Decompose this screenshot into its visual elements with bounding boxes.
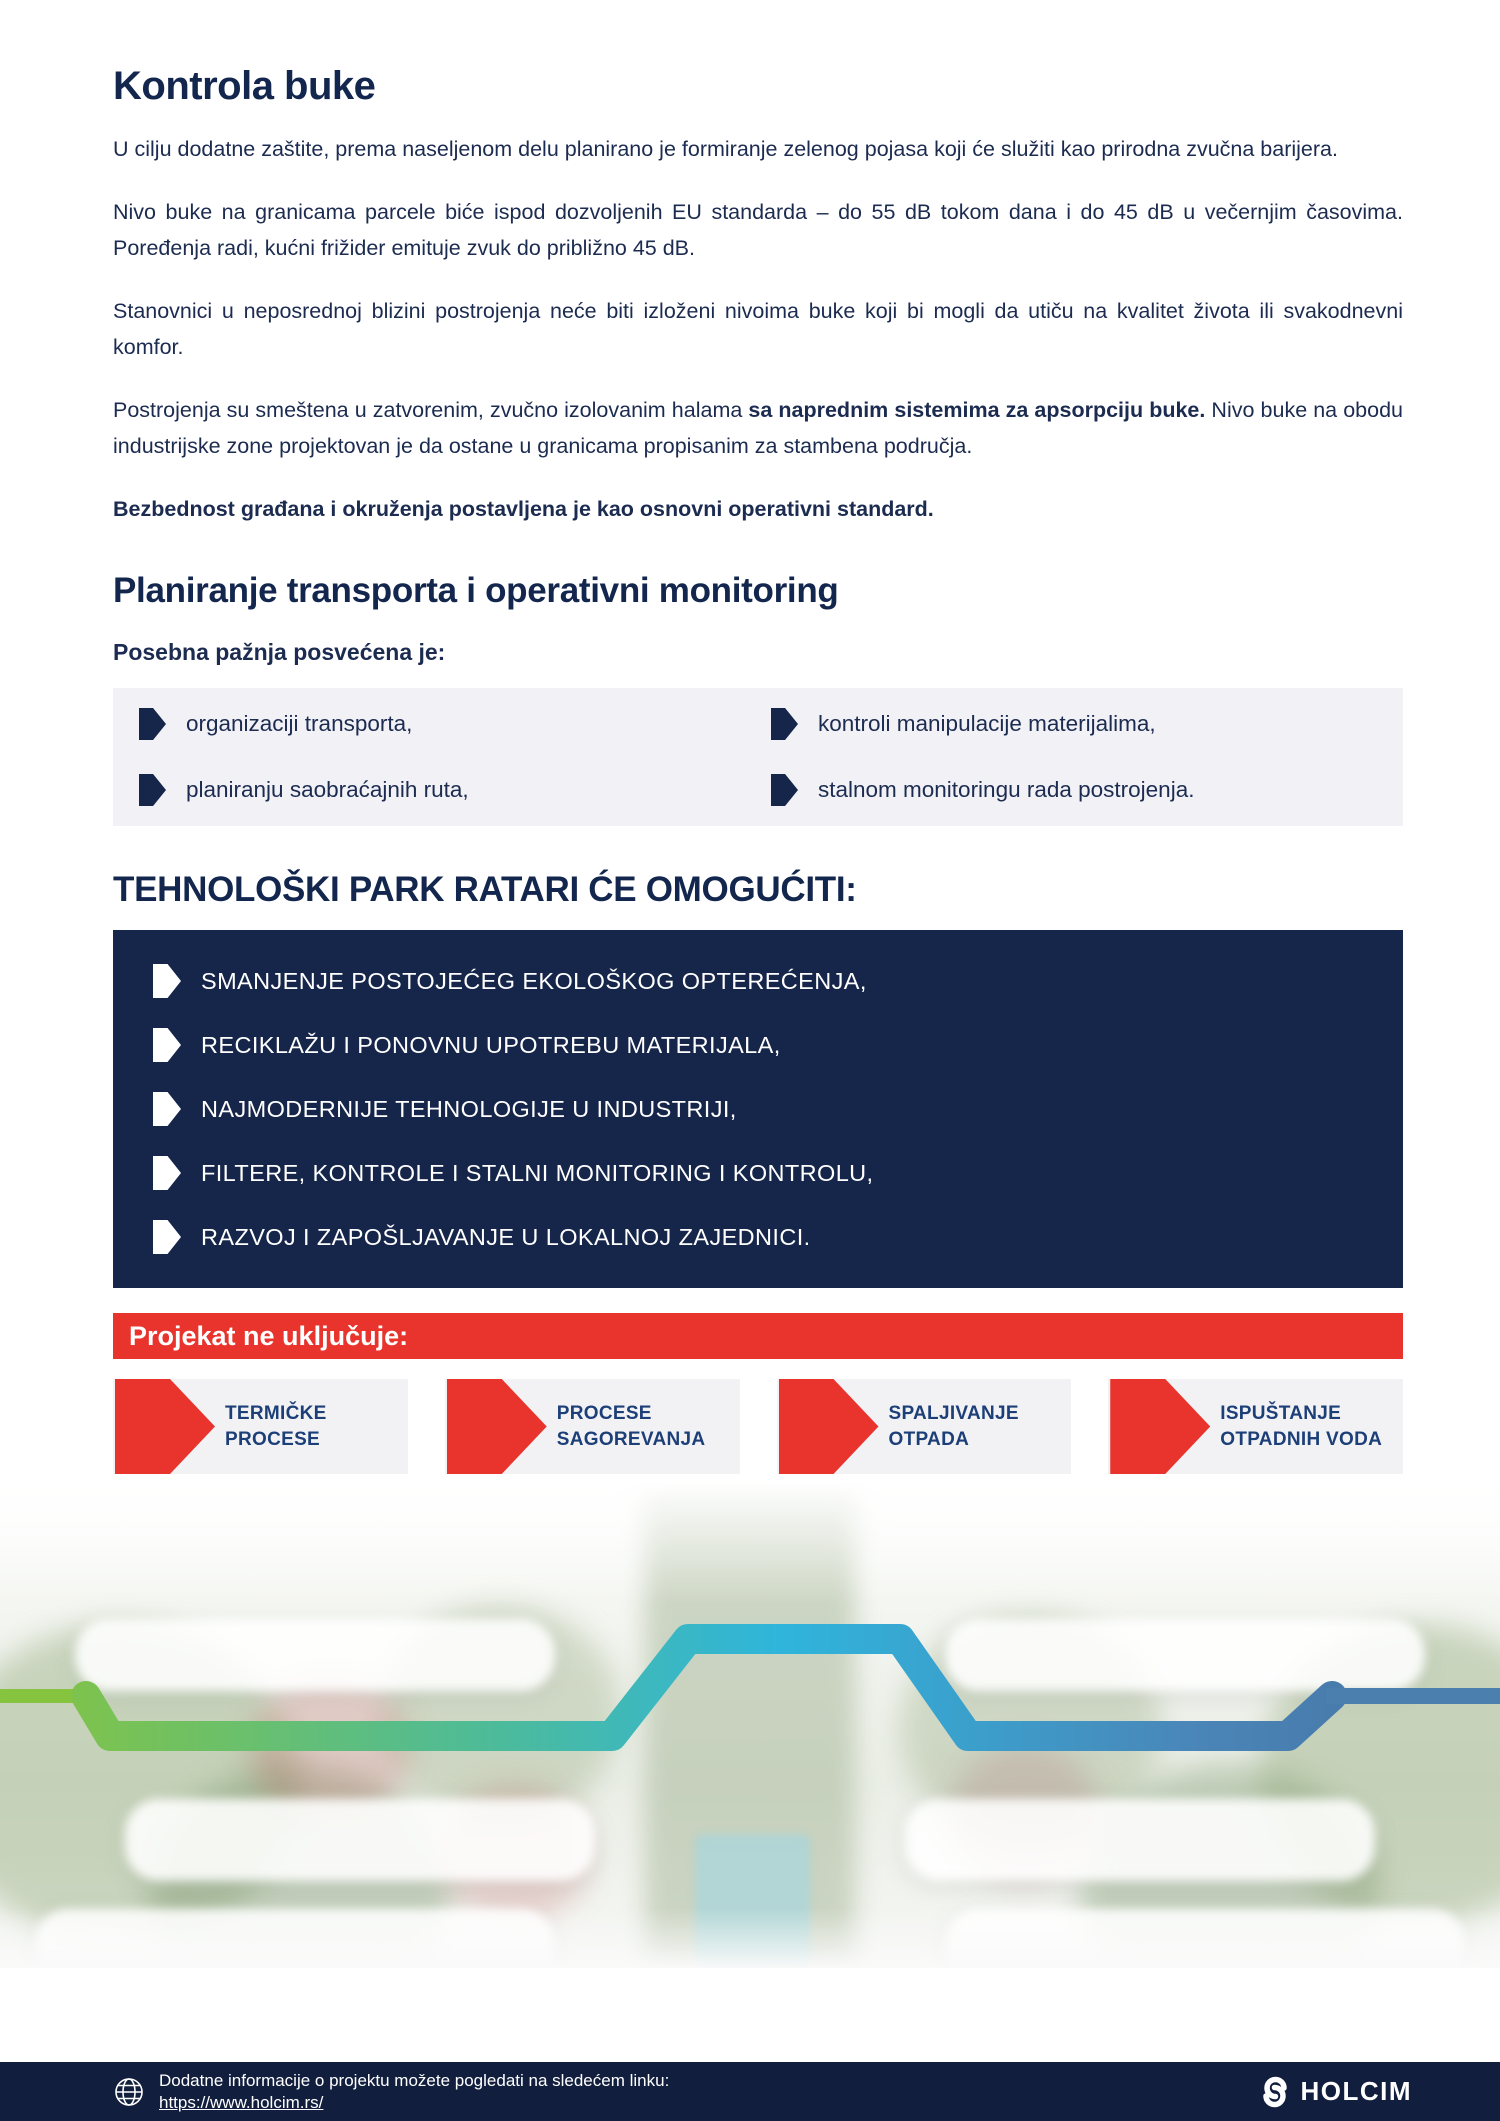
card-label-line: TERMIČKE bbox=[225, 1402, 327, 1424]
card-label-line: ISPUŠTANJE bbox=[1220, 1402, 1342, 1424]
list-item bbox=[153, 964, 1383, 998]
arrow-bullet-icon bbox=[153, 1156, 181, 1190]
excluded-banner-label: Projekat ne uključuje: bbox=[129, 1320, 409, 1351]
list-item bbox=[139, 708, 771, 740]
list-item-label: kontroli manipulacije materijalima, bbox=[818, 711, 1156, 736]
arrow-bullet-icon bbox=[771, 774, 798, 806]
list-item bbox=[139, 774, 771, 806]
section-title-transport-planning: Planiranje transporta i operativni monitoring bbox=[113, 571, 839, 610]
noise-safety-statement: Bezbednost građana i okruženja postavljena je kao osnovni operativni standard. bbox=[113, 497, 934, 521]
footer-info bbox=[159, 2070, 669, 2113]
red-arrow-icon bbox=[115, 1379, 215, 1474]
tech-park-benefits-box bbox=[113, 930, 1403, 1288]
arrow-bullet-icon bbox=[153, 1220, 181, 1254]
footer-info-text: Dodatne informacije o projektu možete pogledati na sledećem linku: bbox=[159, 2071, 670, 2090]
red-arrow-icon bbox=[779, 1379, 879, 1474]
holcim-mark-icon bbox=[1259, 2075, 1291, 2109]
excluded-banner bbox=[113, 1313, 1403, 1359]
excluded-cards-row bbox=[113, 1379, 1403, 1474]
excluded-card-label bbox=[557, 1401, 706, 1453]
list-item-label: SMANJENJE POSTOJEĆEG EKOLOŠKOG OPTEREĆENJA, bbox=[201, 967, 867, 994]
holcim-logo bbox=[1259, 2075, 1412, 2109]
paragraph-segment-bold: sa naprednim sistemima za apsorpciju buke. bbox=[748, 398, 1206, 422]
paragraph-segment: Postrojenja su smeštena u zatvorenim, zvučno izolovanim halama bbox=[113, 398, 749, 422]
excluded-card-combustion bbox=[445, 1379, 740, 1474]
list-item-label: planiranju saobraćajnih ruta, bbox=[186, 777, 469, 802]
noise-paragraph-eu-standards: Nivo buke na granicama parcele biće ispod dozvoljenih EU standarda – do 55 dB tokom dana i do 45 dB u večernjim časovima. Poređenja radi, kućni frižider emituje zvuk do približno 45 dB. bbox=[113, 200, 1403, 260]
globe-icon bbox=[112, 2075, 146, 2109]
holcim-wordmark: HOLCIM bbox=[1300, 2076, 1412, 2106]
card-label-line: OTPADA bbox=[888, 1428, 970, 1450]
card-label-line: SAGOREVANJA bbox=[556, 1428, 706, 1450]
list-item bbox=[771, 774, 1403, 806]
transport-focus-column-left bbox=[139, 688, 771, 826]
arrow-bullet-icon bbox=[771, 708, 798, 740]
transport-focus-column-right bbox=[771, 688, 1403, 826]
noise-paragraph-residents: Stanovnici u neposrednoj blizini postrojenja neće biti izloženi nivoima buke koji bi mogli da utiču na kvalitet života ili svakodnevni komfor. bbox=[113, 299, 1403, 359]
footer-bar bbox=[0, 2062, 1500, 2121]
photo-fade-overlay bbox=[0, 1908, 1500, 1968]
noise-paragraph-halls bbox=[113, 392, 1403, 464]
transport-focus-box bbox=[113, 688, 1403, 826]
arrow-bullet-icon bbox=[153, 1092, 181, 1126]
photo-fade-overlay bbox=[0, 1484, 1500, 1604]
list-item bbox=[771, 708, 1403, 740]
list-item-label: RECIKLAŽU I PONOVNU UPOTREBU MATERIJALA, bbox=[201, 1031, 781, 1058]
card-label-line: SPALJIVANJE bbox=[888, 1402, 1019, 1424]
list-item-label: organizaciji transporta, bbox=[186, 711, 413, 736]
list-item-label: RAZVOJ I ZAPOŠLJAVANJE U LOKALNOJ ZAJEDNICI. bbox=[201, 1223, 811, 1250]
arrow-bullet-icon bbox=[153, 964, 181, 998]
building-render-image bbox=[0, 1484, 1500, 1968]
list-item-label: NAJMODERNIJE TEHNOLOGIJE U INDUSTRIJI, bbox=[201, 1095, 737, 1122]
excluded-card-waste-incineration bbox=[777, 1379, 1072, 1474]
list-item bbox=[153, 1156, 1383, 1190]
list-item-label: stalnom monitoringu rada postrojenja. bbox=[818, 777, 1195, 802]
excluded-card-label bbox=[1220, 1401, 1382, 1453]
noise-paragraph-green-belt: U cilju dodatne zaštite, prema naseljenom delu planirano je formiranje zelenog pojasa koji će služiti kao prirodna zvučna barijera. bbox=[113, 137, 1338, 161]
excluded-card-wastewater bbox=[1108, 1379, 1403, 1474]
card-label-line: PROCESE bbox=[556, 1402, 652, 1424]
list-item bbox=[153, 1220, 1383, 1254]
section-title-noise-control: Kontrola buke bbox=[113, 64, 376, 108]
card-label-line: OTPADNIH VODA bbox=[1220, 1428, 1383, 1450]
list-item bbox=[153, 1028, 1383, 1062]
section-title-tech-park: TEHNOLOŠKI PARK RATARI ĆE OMOGUĆITI: bbox=[113, 870, 857, 909]
footer-link[interactable]: https://www.holcim.rs/ bbox=[159, 2092, 324, 2112]
arrow-bullet-icon bbox=[139, 774, 166, 806]
list-item-label: FILTERE, KONTROLE I STALNI MONITORING I KONTROLU, bbox=[201, 1159, 874, 1186]
excluded-card-thermal bbox=[113, 1379, 408, 1474]
excluded-card-label bbox=[225, 1401, 327, 1453]
card-label-line: PROCESE bbox=[225, 1428, 321, 1450]
transport-subtitle: Posebna pažnja posvećena je: bbox=[113, 639, 446, 665]
list-item bbox=[153, 1092, 1383, 1126]
paragraph-segment: Nivo buke na obodu industrijske zone projektovan je da ostane u granicama propisanim za stambena područja. bbox=[113, 398, 1404, 458]
red-arrow-icon bbox=[447, 1379, 547, 1474]
excluded-card-label bbox=[889, 1401, 1019, 1453]
red-arrow-icon bbox=[1110, 1379, 1210, 1474]
arrow-bullet-icon bbox=[139, 708, 166, 740]
arrow-bullet-icon bbox=[153, 1028, 181, 1062]
